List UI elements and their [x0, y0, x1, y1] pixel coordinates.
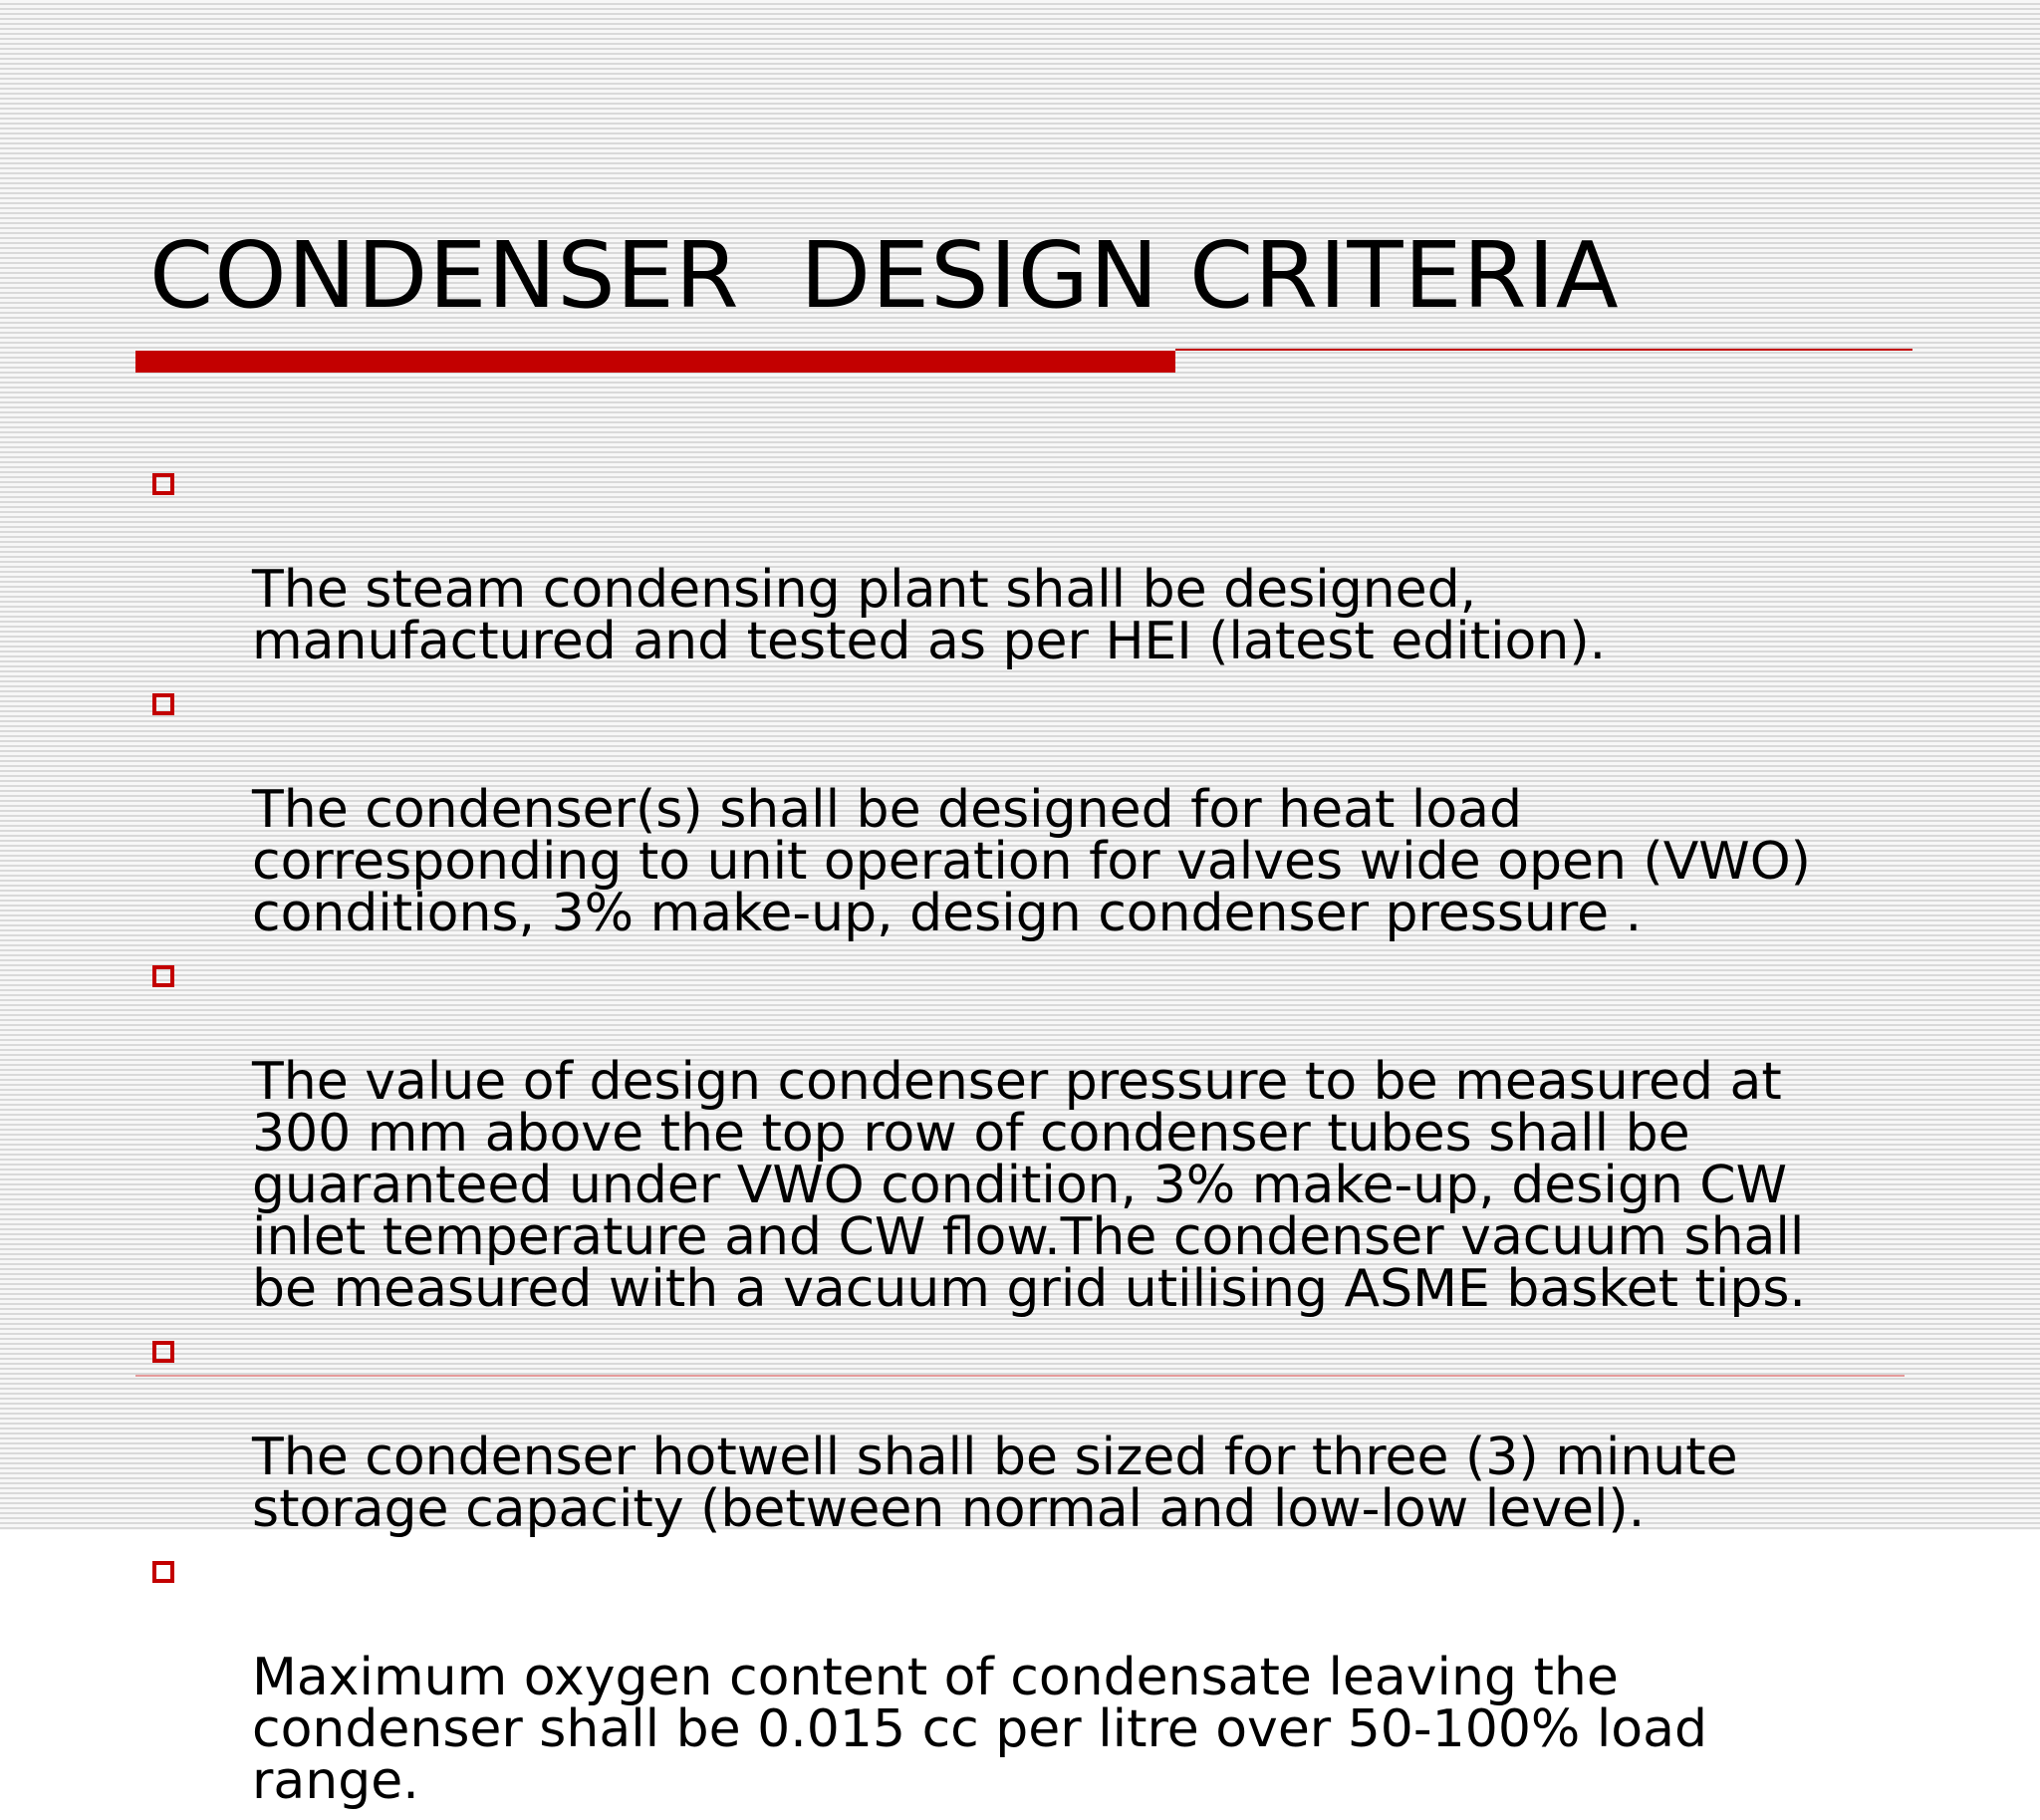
bullet-item [149, 1548, 1922, 1811]
title-underline-thick [135, 351, 1175, 373]
hollow-square-icon [152, 965, 174, 987]
hollow-square-icon [152, 1341, 174, 1363]
bullet-item [149, 952, 1922, 1319]
bullet-text: The condenser(s) shall be designed for heat load corresponding to unit operation for valves wide open (VWO) conditions, 3% make-up, design condenser pressure . [252, 780, 1811, 943]
bullet-text: Maximum oxygen content of condensate leaving the condenser shall be 0.015 cc per litre over 50-100% load range. [252, 1648, 1707, 1811]
bullet-item [149, 680, 1922, 943]
footer-divider [135, 1375, 1905, 1377]
bullet-list [149, 460, 1922, 1820]
bullet-text: The steam condensing plant shall be designed, manufactured and tested as per HEI (latest edition). [252, 560, 1607, 671]
bullet-item [149, 460, 1922, 671]
hollow-square-icon [152, 473, 174, 495]
bullet-item [149, 1328, 1922, 1539]
title-underline-thin [1175, 349, 1912, 351]
slide-title: CONDENSER DESIGN CRITERIA [149, 222, 1620, 329]
bullet-text: The condenser hotwell shall be sized for three (3) minute storage capacity (between normal and low-low level). [252, 1428, 1738, 1539]
hollow-square-icon [152, 693, 174, 715]
hollow-square-icon [152, 1561, 174, 1583]
bullet-text: The value of design condenser pressure to be measured at 300 mm above the top row of condenser tubes shall be guaranteed under VWO condition, 3% make-up, design CW inlet temperature and CW flow.The condenser vacuum shall be measured with a vacuum grid utilising ASME basket tips. [252, 1052, 1806, 1319]
